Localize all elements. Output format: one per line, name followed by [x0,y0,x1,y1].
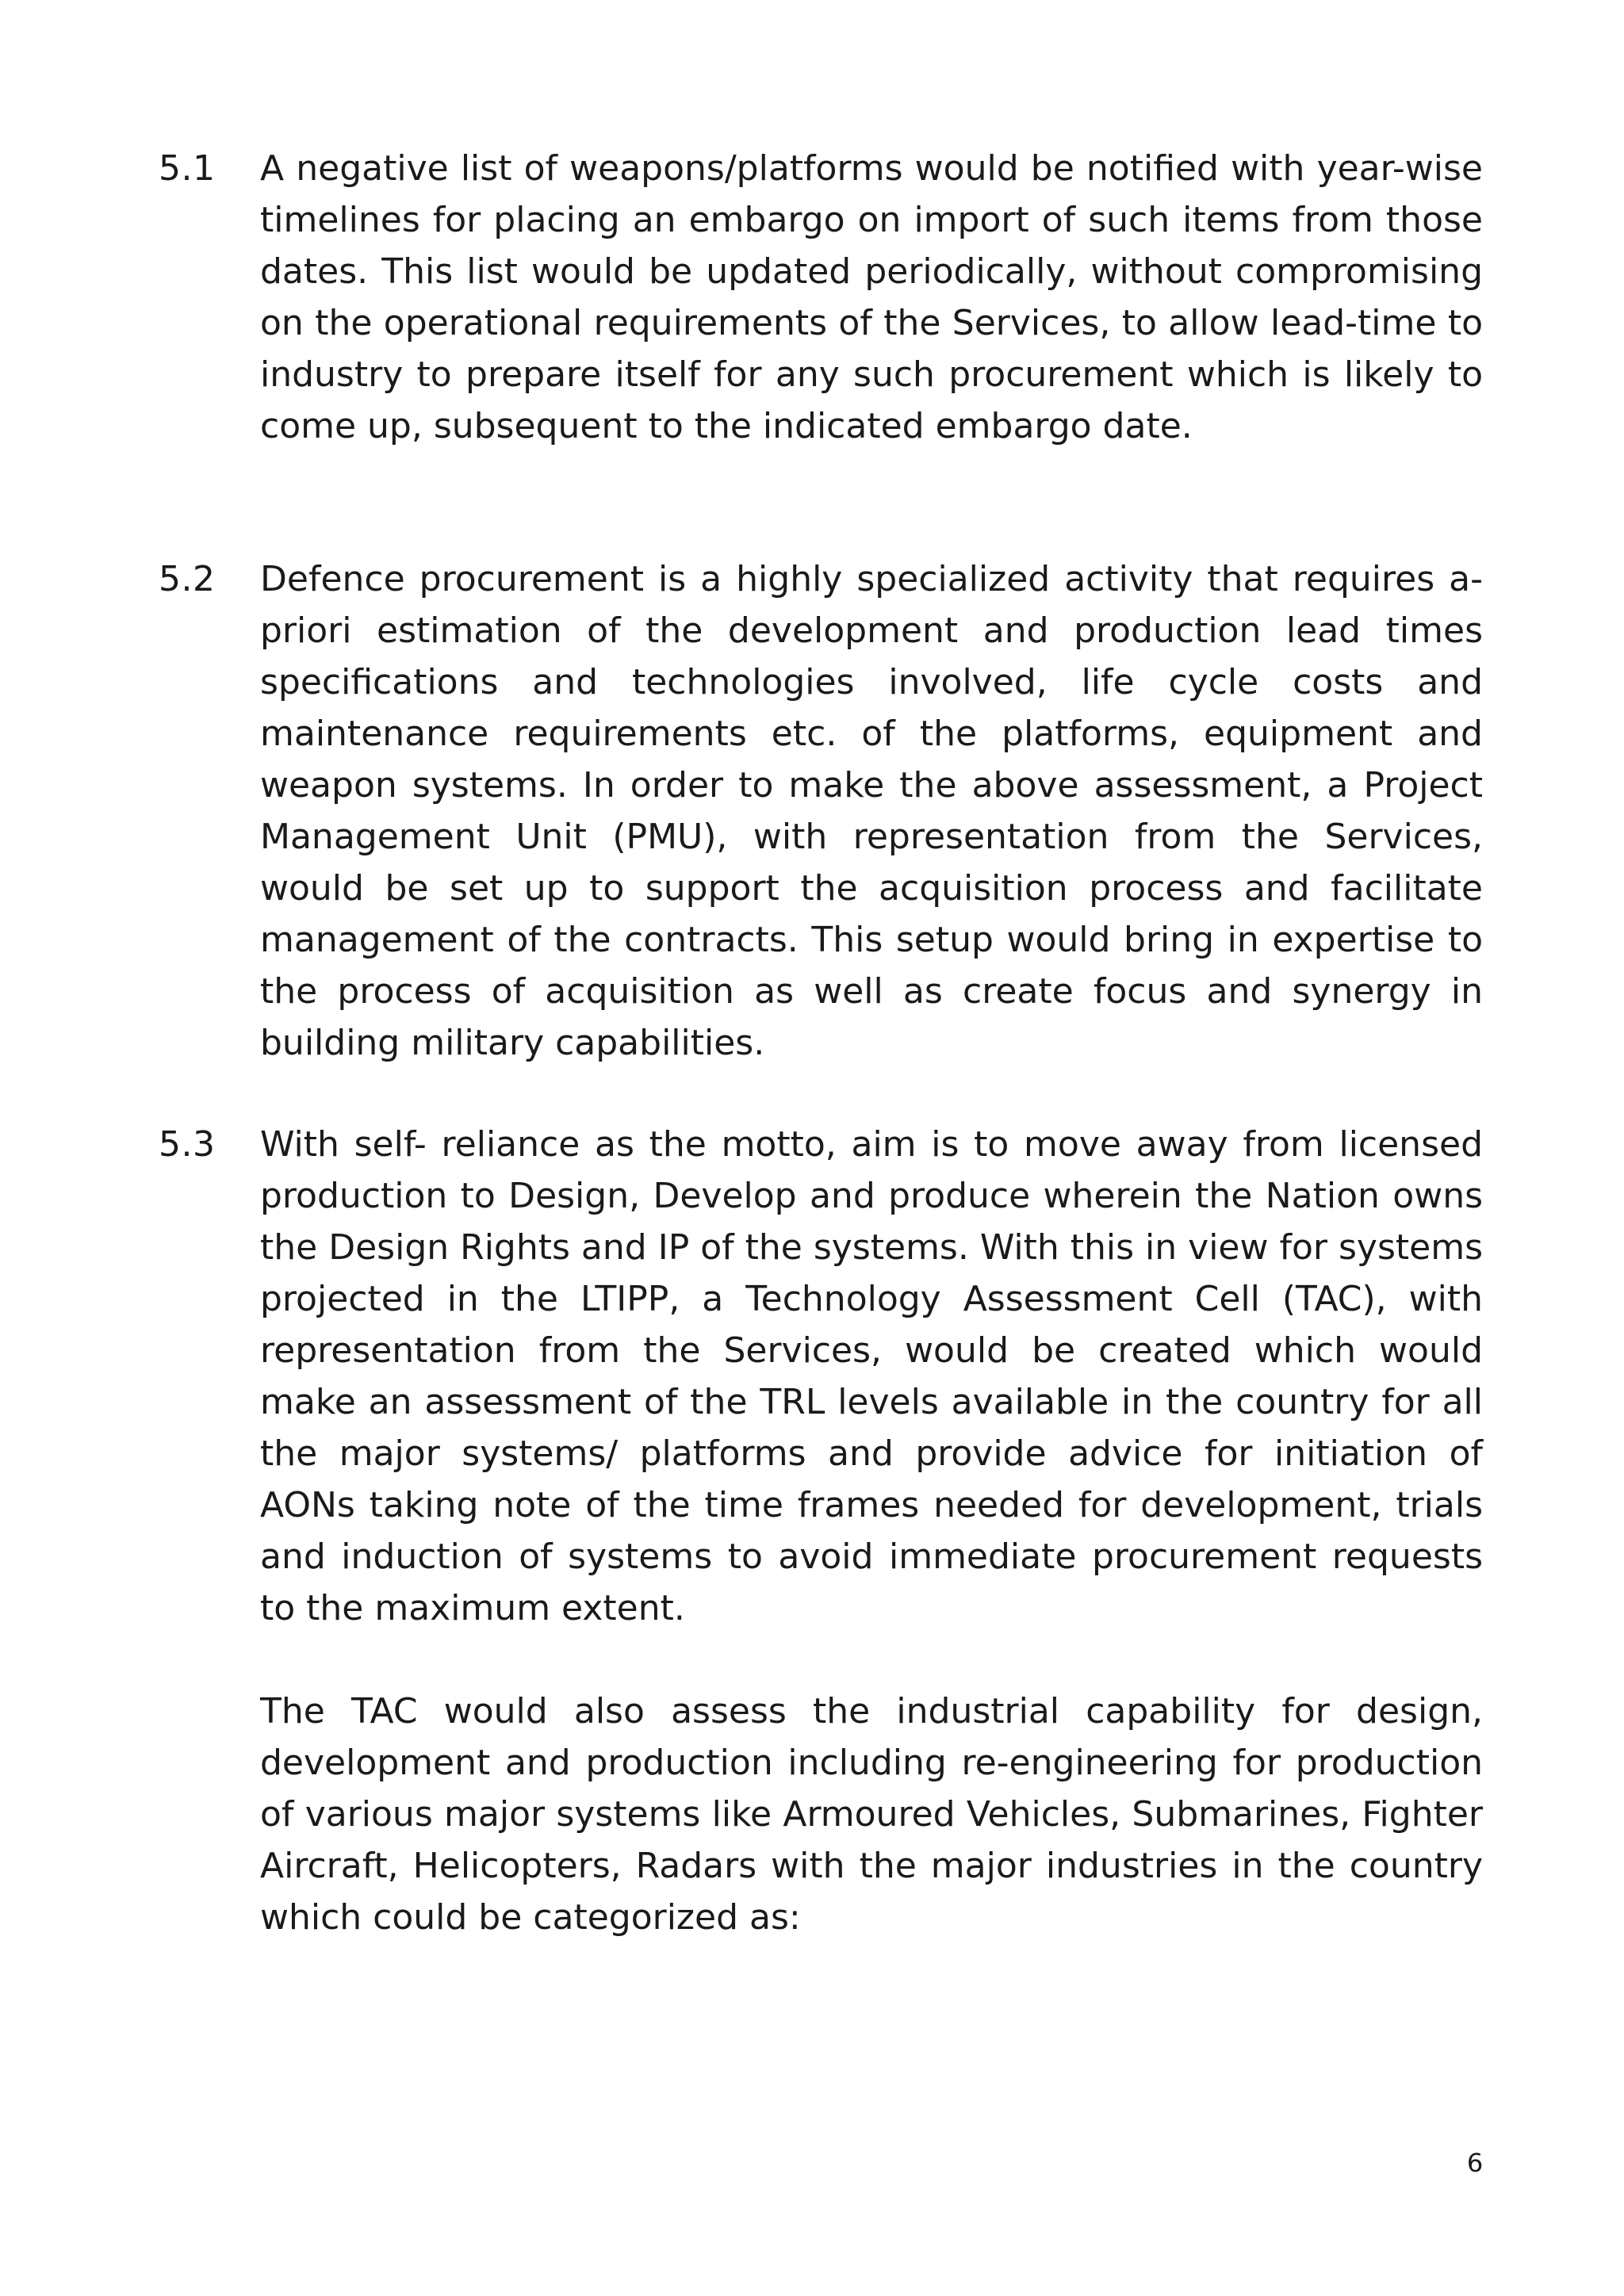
paragraph-number: 5.2 [159,559,216,599]
paragraph-number: 5.1 [159,148,216,189]
paragraph-text: A negative list of weapons/platforms would be notified with year-wise timelines for placing an embargo on import of such items from those dates. This list would be updated periodically, without compromising on the operational requirements of the Services, to allow lead-time to industry to prepare itself for any such procurement which is likely to come up, subsequent to the indicated embargo date. [260,148,1483,446]
page-number: 6 [1466,2148,1484,2178]
paragraph-text: Defence procurement is a highly specialized activity that requires a-priori estimation of the development and production lead times specifications and technologies involved, life cycle costs and maintenance requirements etc. of the platforms, equipment and weapon systems. In order to make the above assessment, a Project Management Unit (PMU), with representation from the Services, would be set up to support the acquisition process and facilitate management of the contracts. This setup would bring in expertise to the process of acquisition as well as create focus and synergy in building military capabilities. [260,559,1483,1063]
paragraph-number: 5.3 [159,1124,216,1165]
paragraph-text: With self- reliance as the motto, aim is to move away from licensed production to Design, Develop and produce wherein the Nation owns the Design Rights and IP of the systems. With this in view for systems projected in the LTIPP, a Technology Assessment Cell (TAC), with representation from the Services, would be created which would make an assessment of the TRL levels available in the country for all the major systems/ platforms and provide advice for initiation of AONs taking note of the time frames needed for development, trials and induction of systems to avoid immediate procurement requests to the maximum extent. [260,1124,1483,1628]
paragraph-text: The TAC would also assess the industrial capability for design, development and production including re-engineering for production of various major systems like Armoured Vehicles, Submarines, Fighter Aircraft, Helicopters, Radars with the major industries in the country which could be categorized as: [260,1691,1483,1938]
